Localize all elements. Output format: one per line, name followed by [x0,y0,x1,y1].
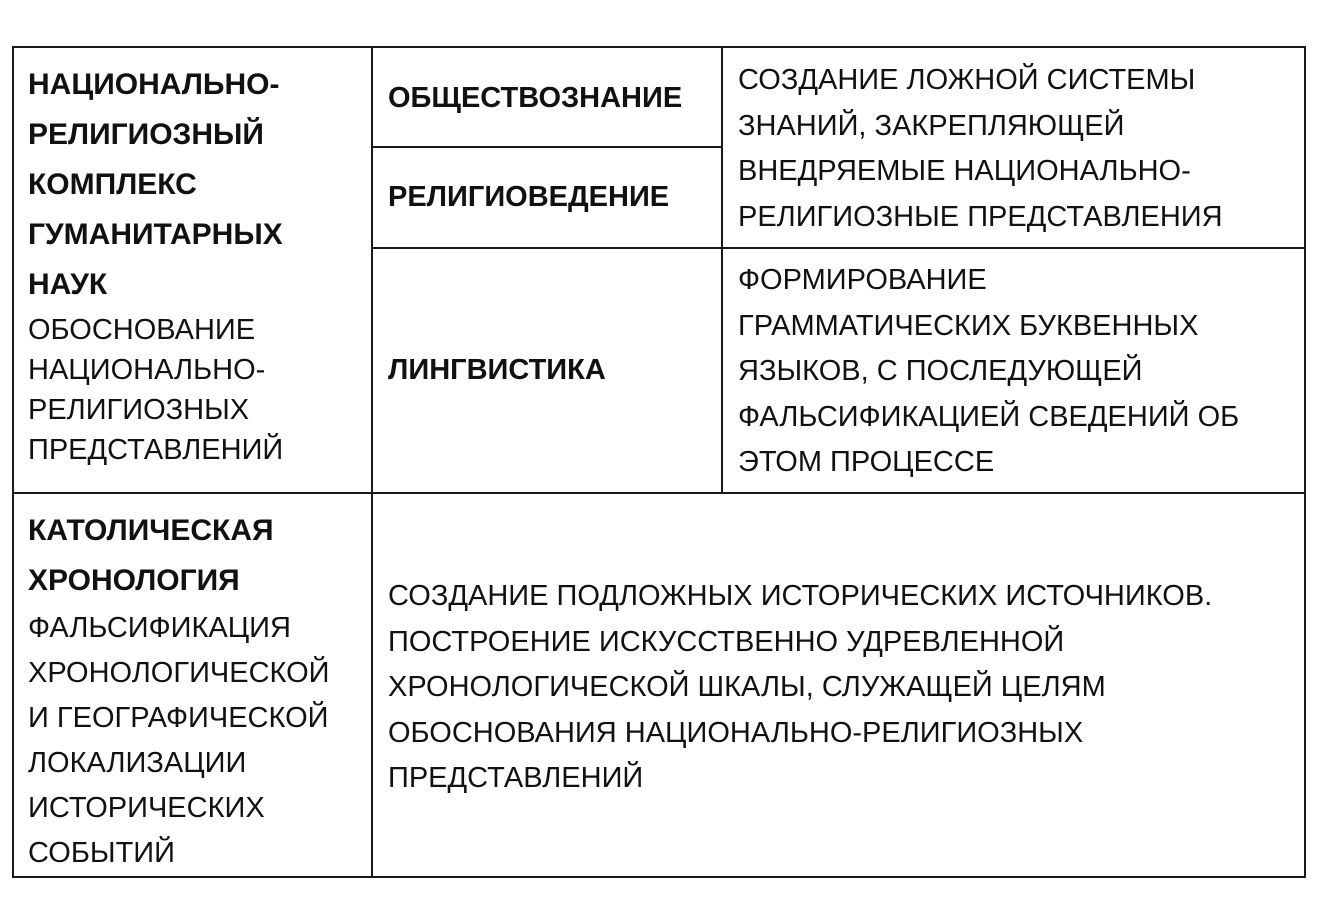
catholic-chronology-title [28,506,373,606]
desc-line: ВНЕДРЯЕМЫЕ НАЦИОНАЛЬНО- [738,155,1191,187]
subtitle-line: ПРЕДСТАВЛЕНИЙ [28,434,284,466]
desc-linguistics [738,258,1298,486]
column-divider-2 [721,48,723,492]
title-line: КАТОЛИЧЕСКАЯ [28,514,274,547]
subtitle-line: НАЦИОНАЛЬНО- [28,354,266,386]
subtitle-line: И ГЕОГРАФИЧЕСКОЙ [28,702,329,734]
subject-linguistics: ЛИНГВИСТИКА [388,354,606,386]
desc-line: ЯЗЫКОВ, С ПОСЛЕДУЮЩЕЙ [738,355,1143,387]
catholic-chronology-subtitle [28,606,373,876]
humanities-complex-cell [28,60,368,470]
title-line: НАЦИОНАЛЬНО- [28,68,280,101]
desc-line: ФАЛЬСИФИКАЦИЕЙ СВЕДЕНИЙ ОБ [738,400,1240,433]
desc-line: ЭТОМ ПРОЦЕССЕ [738,446,995,478]
subtitle-line: РЕЛИГИОЗНЫХ [28,394,250,426]
desc-line: ХРОНОЛОГИЧЕСКОЙ ШКАЛЫ, СЛУЖАЩЕЙ ЦЕЛЯМ [388,671,1106,703]
title-line: ГУМАНИТАРНЫХ [28,218,283,251]
desc-line: ГРАММАТИЧЕСКИХ БУКВЕННЫХ [738,309,1199,342]
title-line: КОМПЛЕКС [28,168,197,201]
subtitle-line: ОБОСНОВАНИЕ [28,314,256,346]
subject-social-studies: ОБЩЕСТВОЗНАНИЕ [388,82,683,114]
desc-line: ЗНАНИЙ, ЗАКРЕПЛЯЮЩЕЙ [738,109,1125,142]
subtitle-line: СОБЫТИЙ [28,837,175,869]
subtitle-line: ФАЛЬСИФИКАЦИЯ [28,612,291,644]
catholic-chronology-cell [28,506,373,876]
row-divider-main [14,492,1304,494]
title-line: НАУК [28,268,108,301]
desc-line: ПРЕДСТАВЛЕНИЙ [388,762,644,794]
row-divider-subject-1 [371,146,721,148]
subtitle-line: ИСТОРИЧЕСКИХ [28,792,265,824]
subtitle-line: ЛОКАЛИЗАЦИИ [28,747,247,779]
desc-line: СОЗДАНИЕ ПОДЛОЖНЫХ ИСТОРИЧЕСКИХ ИСТОЧНИКОВ. [388,580,1213,612]
subject-religious-studies: РЕЛИГИОВЕДЕНИЕ [388,181,670,213]
title-line: ХРОНОЛОГИЯ [28,564,240,597]
desc-line: РЕЛИГИОЗНЫЕ ПРЕДСТАВЛЕНИЯ [738,200,1223,233]
desc-line: ОБОСНОВАНИЯ НАЦИОНАЛЬНО-РЕЛИГИОЗНЫХ [388,716,1084,749]
subtitle-line: ХРОНОЛОГИЧЕСКОЙ [28,657,330,689]
humanities-complex-subtitle [28,310,368,470]
desc-line: ПОСТРОЕНИЕ ИСКУССТВЕННО УДРЕВЛЕННОЙ [388,625,1065,658]
desc-line: СОЗДАНИЕ ЛОЖНОЙ СИСТЕМЫ [738,64,1196,96]
title-line: РЕЛИГИОЗНЫЙ [28,118,264,151]
desc-false-knowledge [738,58,1298,240]
humanities-complex-title [28,60,368,310]
desc-forged-sources [388,574,1298,802]
desc-line: ФОРМИРОВАНИЕ [738,264,987,296]
content-table [12,46,1306,878]
row-divider-subject-2 [371,247,1304,249]
